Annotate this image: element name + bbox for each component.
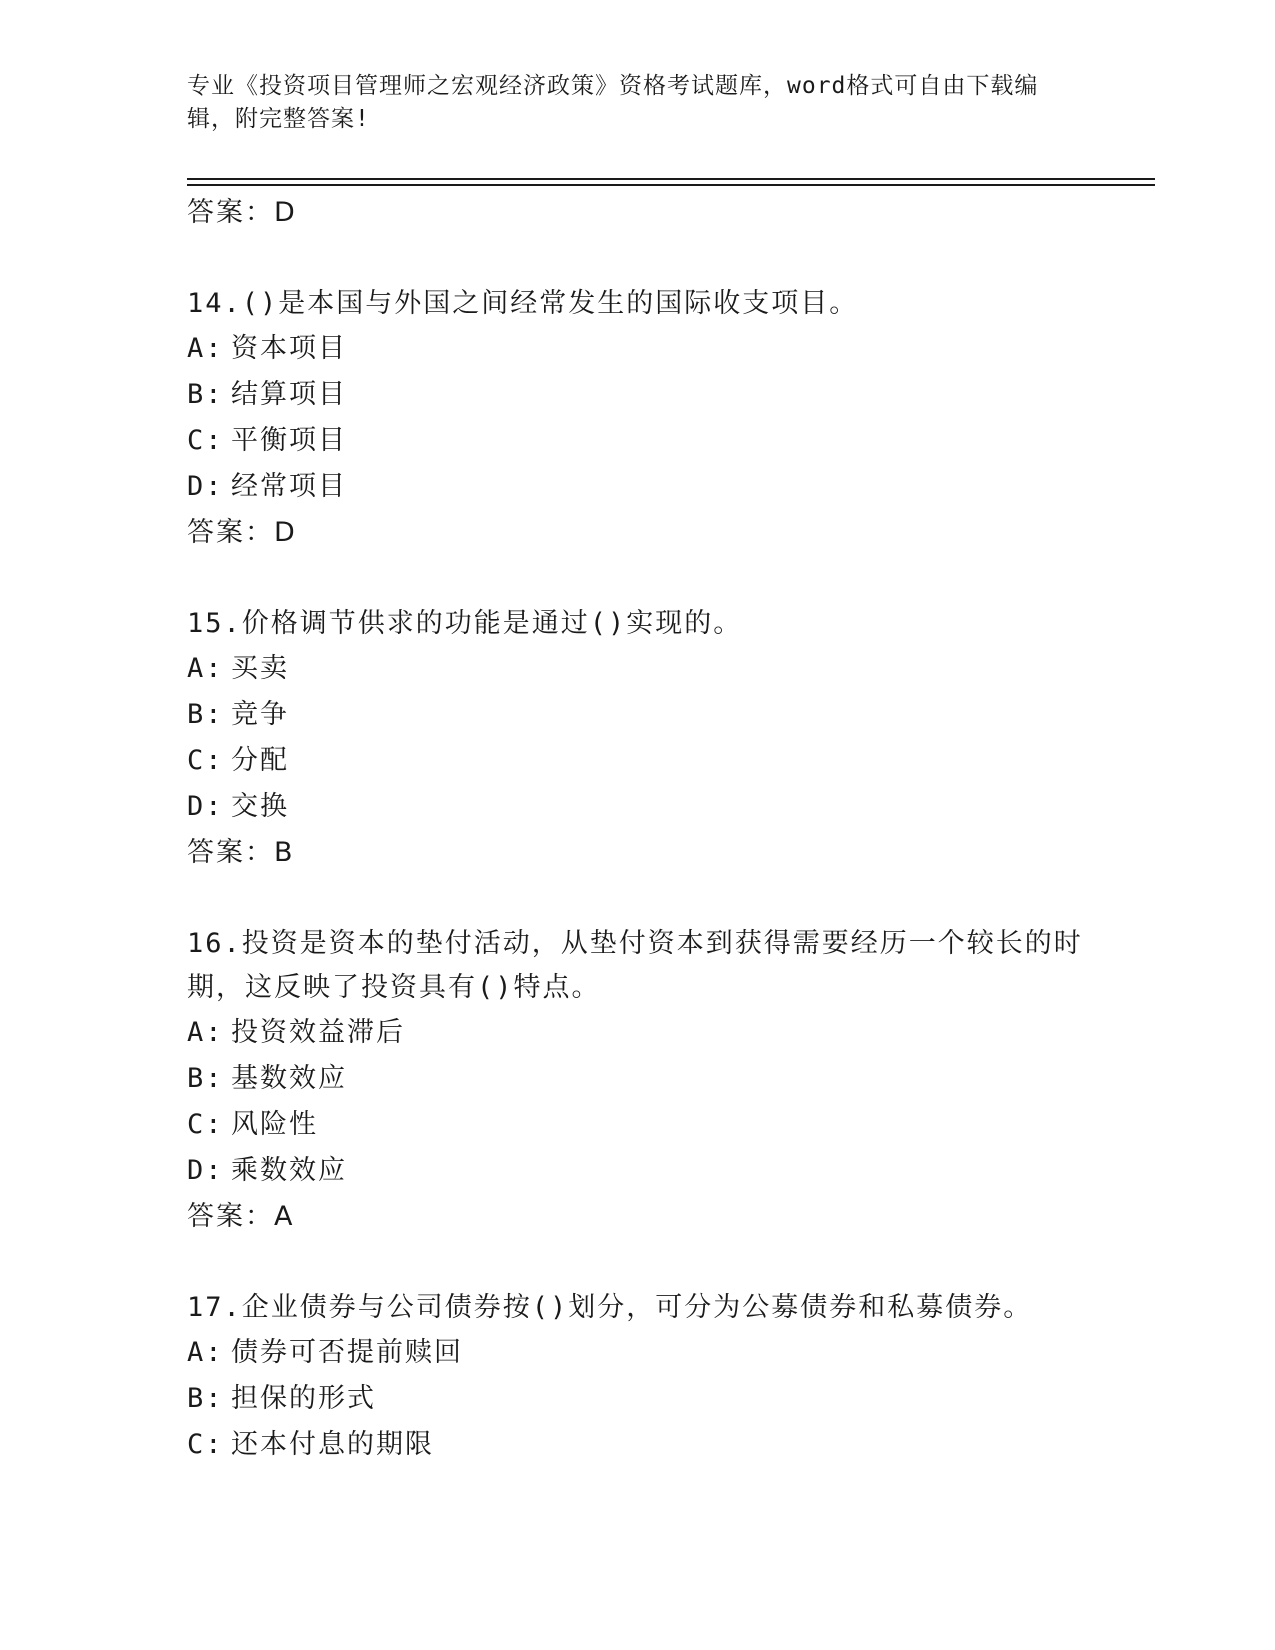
option-letter: A: xyxy=(187,1337,224,1368)
question-stem: 16.投资是资本的垫付活动，从垫付资本到获得需要经历一个较长的时期，这反映了投资具有()特点。 xyxy=(187,928,1083,1003)
option-d xyxy=(187,784,1087,830)
option-letter: C: xyxy=(187,1429,224,1460)
option-b xyxy=(187,1056,1087,1102)
option-a xyxy=(187,326,1087,372)
option-text: 投资效益滞后 xyxy=(231,1017,405,1048)
option-b xyxy=(187,1376,1087,1422)
option-text: 基数效应 xyxy=(231,1063,347,1094)
option-letter: B: xyxy=(187,379,224,410)
option-text: 乘数效应 xyxy=(231,1155,347,1186)
question-stem: 14.()是本国与外国之间经常发生的国际收支项目。 xyxy=(187,288,859,319)
question-item xyxy=(187,1286,1087,1468)
option-text: 结算项目 xyxy=(231,379,347,410)
option-text: 风险性 xyxy=(231,1109,318,1140)
option-letter: B: xyxy=(187,699,224,730)
header-divider-bottom xyxy=(187,184,1155,186)
option-text: 买卖 xyxy=(231,653,289,684)
option-text: 经常项目 xyxy=(231,471,347,502)
option-text: 平衡项目 xyxy=(231,425,347,456)
question-item xyxy=(187,922,1087,1240)
option-letter: A: xyxy=(187,1017,224,1048)
option-d xyxy=(187,464,1087,510)
option-b xyxy=(187,692,1087,738)
question-item xyxy=(187,602,1087,876)
option-text: 资本项目 xyxy=(231,333,347,364)
option-c xyxy=(187,738,1087,784)
option-c xyxy=(187,1422,1087,1468)
option-letter: A: xyxy=(187,333,224,364)
option-letter: B: xyxy=(187,1063,224,1094)
question-item xyxy=(187,282,1087,556)
option-text: 还本付息的期限 xyxy=(231,1429,434,1460)
option-a xyxy=(187,646,1087,692)
option-text: 竞争 xyxy=(231,699,289,730)
answer-line: 答案：A xyxy=(187,1201,295,1232)
option-letter: D: xyxy=(187,791,224,822)
option-letter: C: xyxy=(187,425,224,456)
option-c xyxy=(187,1102,1087,1148)
answer-line: 答案：D xyxy=(187,197,297,228)
question-stem: 17.企业债券与公司债券按()划分，可分为公募债券和私募债券。 xyxy=(187,1292,1033,1323)
option-letter: A: xyxy=(187,653,224,684)
question-stem: 15.价格调节供求的功能是通过()实现的。 xyxy=(187,608,743,639)
option-a xyxy=(187,1330,1087,1376)
page-header: 专业《投资项目管理师之宏观经济政策》资格考试题库，word格式可自由下载编辑，附完整答案! xyxy=(187,73,1039,132)
option-letter: D: xyxy=(187,471,224,502)
option-c xyxy=(187,418,1087,464)
option-b xyxy=(187,372,1087,418)
header-divider-top xyxy=(187,178,1155,180)
answer-line: 答案：D xyxy=(187,517,297,548)
option-text: 担保的形式 xyxy=(231,1383,376,1414)
option-letter: C: xyxy=(187,745,224,776)
answer-line: 答案：B xyxy=(187,837,295,868)
option-a xyxy=(187,1010,1087,1056)
option-text: 债券可否提前赎回 xyxy=(231,1337,463,1368)
option-letter: B: xyxy=(187,1383,224,1414)
option-d xyxy=(187,1148,1087,1194)
question-list xyxy=(187,190,1087,1468)
option-letter: C: xyxy=(187,1109,224,1140)
option-letter: D: xyxy=(187,1155,224,1186)
option-text: 交换 xyxy=(231,791,289,822)
option-text: 分配 xyxy=(231,745,289,776)
